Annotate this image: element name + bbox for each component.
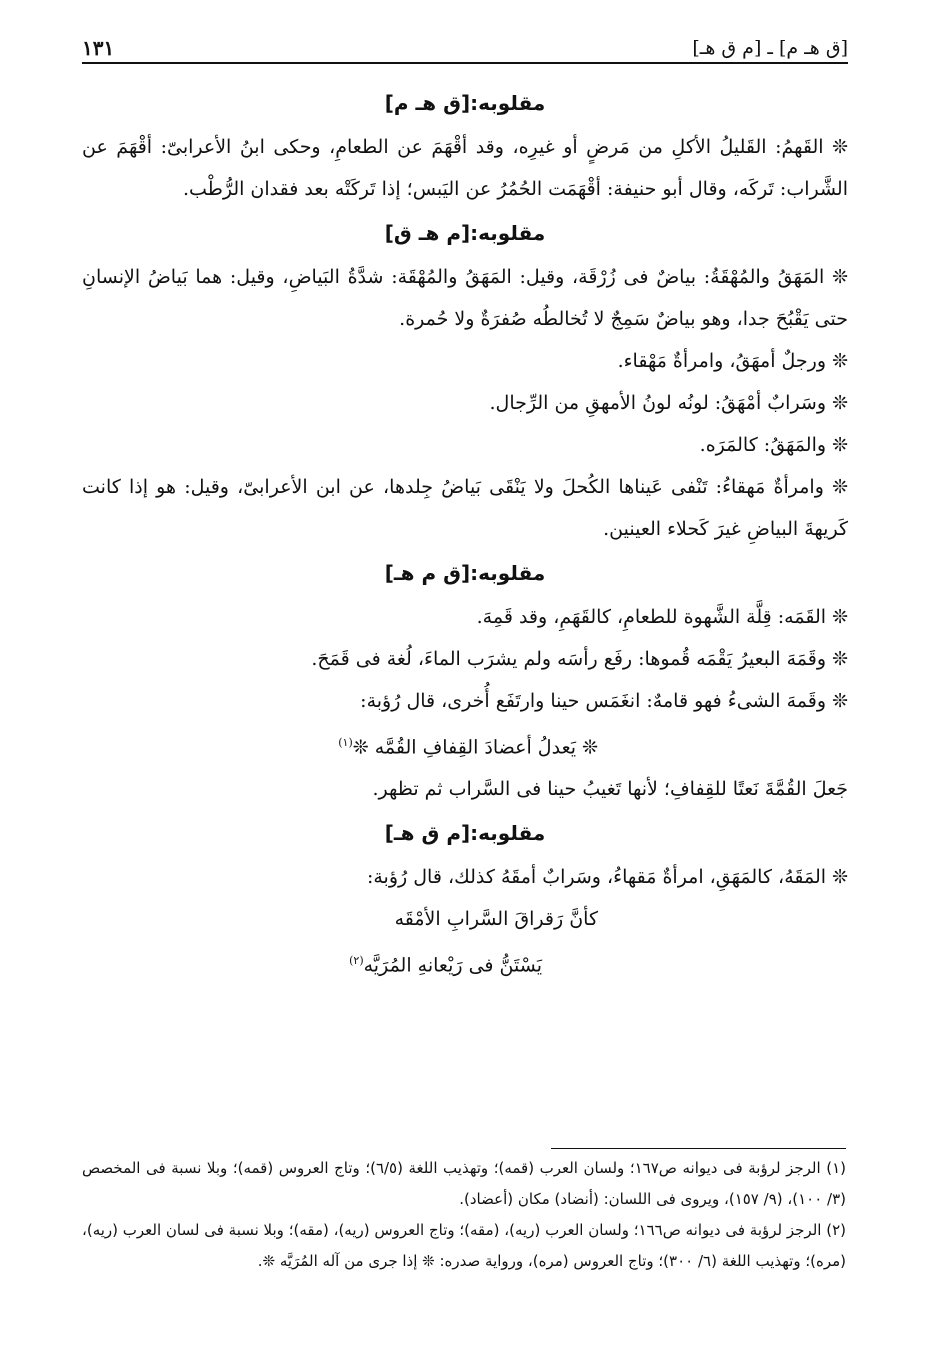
page-body — [82, 80, 848, 987]
entry-paragraph: ❊ وسَرابٌ أمْهَقُ: لونُه لونُ الأمهقِ من الرِّجال. — [489, 392, 848, 414]
entry-paragraph: ❊ وقَمَهَ البعيرُ يَقْمَه قُموها: رفَع رأسَه ولم يشرَب الماءَ، لُغة فى قَمَحَ. — [311, 648, 848, 670]
entry-paragraph: ❊ وامرأةٌ مَهقاءُ: تَنْفى عَيناها الكُحلَ ولا يَنْقَى بَياضُ جِلدها، عن ابن الأعرابىّ، وقيل: هو إذا كانت كَريهةَ البياضِ غيرَ كَحلاء العينين. — [82, 476, 848, 540]
entry-paragraph: ❊ ورجلٌ أمهَقُ، وامرأةٌ مَهْقاء. — [617, 350, 848, 372]
verse-line — [82, 722, 848, 768]
section-heading: مقلوبه:[م ق هـ] — [384, 821, 546, 846]
poem-text: يَسْتَنُّ فى رَيْعانهِ المُرَيَّه — [363, 954, 542, 977]
poem-line — [82, 898, 848, 940]
poem-text: كأنَّ رَقراقَ السَّرابِ الأمْقَه — [394, 908, 598, 931]
footnotes — [82, 1148, 846, 1277]
footnote: (٢) الرجز لرؤبة فى ديوانه ص١٦٦؛ ولسان العرب (ريه)، (مقه)؛ وتاج العروس (ريه)، (مقه)؛ وبلا نسبة فى لسان العرب (ريه)، (مره)؛ وتهذيب اللغة (٦/ ٣٠٠)؛ وتاج العروس (مره)، ورواية صدره: ❊ إذا جرى من آله المُرَيَّه ❊. — [82, 1221, 846, 1270]
running-head — [82, 34, 848, 64]
section-heading: مقلوبه:[ق م هـ] — [384, 561, 546, 585]
footnote-marker: (٢) — [349, 954, 364, 968]
entry-paragraph: ❊ والمَهَقُ: كالمَرَه. — [699, 434, 848, 456]
page-number: ١٣١ — [82, 36, 115, 60]
poem-line — [82, 940, 848, 986]
entry-paragraph: ❊ المَهَقُ والمُهْقَةُ: بياضٌ فى زُرْقَة، وقيل: المَهَقُ والمُهْقَة: شدَّةُ البَياضِ، وقيل: هما بَياضُ الإنسانِ حتى يَقْبُحَ جدا، وهو بياضٌ سَمِجٌ لا تُخالطُه صُفرَةٌ ولا حُمرة. — [82, 266, 848, 330]
verse-text: ❊ يَعدلُ أعضادَ القِفافِ القُمَّه ❊ — [352, 736, 598, 759]
entry-paragraph: ❊ القَهمُ: القَليلُ الأكلِ من مَرضٍ أو غيرِه، وقد أقْهَمَ عن الطعامِ، وحكى ابنُ الأعرابىّ: أقْهَمَ عن الشَّراب: تَركَه، وقال أبو حنيفة: أقْهَمَت الحُمُرُ عن اليَبس؛ إذا تَركَتْه بعد فقدان الرُّطْب. — [82, 136, 848, 200]
entry-paragraph: جَعلَ القُمَّةَ نَعتًا للقِفافِ؛ لأنها تَغيبُ حينا فى السَّراب ثم تظهر. — [372, 778, 848, 801]
section-heading: مقلوبه:[م هـ ق] — [384, 221, 546, 245]
footnote-marker: (١) — [338, 736, 353, 749]
entry-paragraph: ❊ القَمَه: قِلَّة الشَّهوة للطعامِ، كالقَهَمِ، وقد قَمِهَ. — [476, 606, 848, 628]
section-heading: مقلوبه:[ق هـ م] — [384, 91, 546, 115]
footnote-rule — [551, 1148, 846, 1149]
entry-paragraph: ❊ وقَمهَ الشىءُ فهو قامهٌ: انغَمَس حينا وارتَفَع أُخرى، قال رُؤبة: — [360, 690, 848, 712]
footnote: (١) الرجز لرؤبة فى ديوانه ص١٦٧؛ ولسان العرب (قمه)؛ وتهذيب اللغة (٦/٥)؛ وتاج العروس (قمه)؛ وبلا نسبة فى المخصص (٣/ ١٠٠)، (٩/ ١٥٧)، ويروى فى اللسان: (أنضاد) مكان (أعضاد). — [82, 1159, 846, 1208]
entry-paragraph: ❊ المَقَهُ، كالمَهَقِ، امرأةٌ مَقهاءُ، وسَرابٌ أمقَهُ كذلك، قال رُؤبة: — [366, 866, 848, 889]
running-head-title: [ق هـ م] ـ [م ق هـ] — [692, 37, 848, 59]
